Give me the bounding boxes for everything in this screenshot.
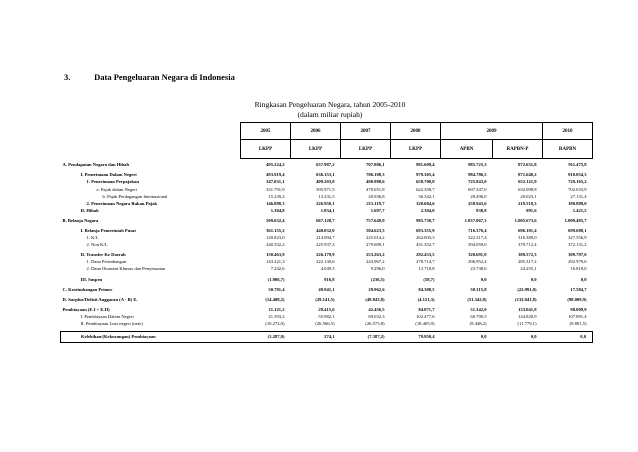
cell-value: 991,6 (526, 207, 537, 213)
cell-value: 0,0 (543, 331, 593, 342)
cell-value: 27.131,4 (570, 193, 587, 199)
cell-value: 84.308,5 (418, 286, 435, 292)
table-row (61, 259, 593, 266)
cell-value: 55.982,1 (318, 313, 335, 319)
col-header: LKPP (341, 140, 391, 159)
row-label: C. Keseimbangan Primer (62, 286, 113, 292)
cell-value: 144.820,9 (518, 313, 537, 319)
row-label: II. Hibah (80, 207, 99, 213)
row-label: 1. K/L (86, 235, 99, 241)
cell-value: (11.779,1) (517, 321, 537, 327)
cell-value: 652.121,9 (518, 179, 537, 185)
cell-value: (51.342,0) (467, 296, 487, 302)
cell-value: 309.797,6 (568, 252, 587, 258)
cell-value: (1.986,7) (267, 276, 285, 282)
cell-value: 0,0 (530, 276, 537, 282)
cell-value: 979.305,4 (416, 172, 435, 178)
cell-value: 622.358,7 (416, 186, 435, 192)
row-label: III. Suspen (80, 276, 103, 282)
cell-value: 871.640,2 (518, 172, 537, 178)
cell-value: 279.609,1 (366, 242, 385, 248)
cell-value: 50.315,8 (470, 286, 487, 292)
row-label: II. Transfer Ke Daerah (80, 252, 126, 258)
col-header: APBN (441, 140, 493, 159)
cell-value: 215.119,7 (366, 200, 385, 206)
cell-value: 725.843,0 (468, 179, 487, 185)
cell-value: 222.130,6 (316, 259, 335, 265)
cell-value: 872.631,8 (518, 162, 537, 168)
table-row (61, 228, 593, 235)
cell-value: 495.224,2 (266, 162, 285, 168)
table-row (61, 162, 593, 169)
cell-value: 372.131,2 (568, 242, 587, 248)
cell-value: 243.967,2 (366, 259, 385, 265)
cell-value: 706.108,3 (366, 172, 385, 178)
cell-value: 0,0 (441, 331, 493, 342)
cell-value: 707.806,1 (366, 162, 385, 168)
table-row (61, 307, 593, 314)
col-header: RAPBN-P (493, 140, 543, 159)
cell-value: 309.572,3 (518, 252, 537, 258)
cell-value: 347.031,1 (266, 179, 285, 185)
row-label: 1. Dana Perimbangan (86, 259, 127, 265)
row-label: I. Penerimaan Dalam Negeri (80, 172, 137, 178)
cell-value: (49.843,8) (365, 296, 385, 302)
cell-value: 21.393,2 (268, 313, 285, 319)
cell-value: 327.556,9 (568, 235, 587, 241)
cell-value: 150.463,9 (266, 252, 285, 258)
table-row (61, 331, 593, 342)
cell-value: 146.888,3 (266, 200, 285, 206)
year-2009: 2009 (441, 123, 543, 140)
expenditure-table (60, 122, 593, 343)
table-row (61, 314, 593, 321)
cell-value: 69.032,3 (368, 313, 385, 319)
cell-value: 285.317,2 (518, 259, 537, 265)
cell-value: (58,7) (423, 276, 435, 282)
table-row (61, 208, 593, 215)
cell-value: 431.352,7 (416, 242, 435, 248)
cell-value: (236,5) (371, 276, 385, 282)
cell-value: 320.604,6 (416, 200, 435, 206)
cell-value: 916,8 (324, 276, 335, 282)
table-row (61, 252, 593, 259)
cell-value: 493.919,4 (266, 172, 285, 178)
cell-value: 696.101,4 (518, 228, 537, 233)
cell-value: (4.121,3) (417, 296, 435, 302)
cell-value: 20.936,8 (368, 193, 385, 199)
cell-value: 24.255,1 (520, 266, 537, 272)
cell-value: 1.304,8 (270, 207, 285, 213)
table-row (61, 297, 593, 304)
table-row (61, 179, 593, 186)
cell-value: (9.881,5) (569, 321, 587, 327)
column-header-row (61, 140, 593, 159)
cell-value: 292.979,6 (568, 259, 587, 265)
cell-value: 693.355,9 (416, 228, 435, 233)
year-2005: 2005 (241, 123, 291, 140)
cell-value: 637.987,2 (316, 162, 335, 168)
cell-value: 1.421,5 (572, 207, 587, 213)
row-label: Kelebihan/(Kekurangan) Pembiayaan (61, 331, 241, 342)
cell-value: 225.014,2 (366, 235, 385, 241)
cell-value: 379.712,4 (518, 242, 537, 248)
cell-value: 23.738,6 (470, 266, 487, 272)
cell-value: 16.818,0 (570, 266, 587, 272)
cell-value: 17.584,7 (570, 286, 587, 292)
cell-value: 440.032,0 (316, 228, 335, 233)
table-row (61, 276, 593, 283)
row-label: I. Pembiayaan Dalam Negeri (80, 313, 134, 319)
cell-value: 36.342,1 (418, 193, 435, 199)
row-label: b. Pajak Perdagangan Internasional (102, 193, 168, 199)
cell-value: (9.448,2) (469, 321, 487, 327)
cell-value: 262.003,3 (416, 235, 435, 241)
year-header-row (61, 123, 593, 140)
col-header: LKPP (291, 140, 341, 159)
cell-value: 697.347,0 (468, 186, 487, 192)
cell-value: 133.041,8 (518, 306, 537, 312)
cell-value: 240.332,2 (266, 242, 285, 248)
row-label: 2. Penerimaan Negara Bukan Pajak (86, 200, 158, 206)
cell-value: 0,0 (480, 276, 487, 282)
cell-value: 98.009,9 (570, 306, 587, 312)
cell-value: 985.730,7 (416, 217, 435, 223)
row-label: I. Belanja Pemerintah Pusat (80, 228, 136, 233)
row-label: B. Belanja Negara (62, 217, 99, 223)
cell-value: 699.688,1 (568, 228, 587, 233)
table-row (61, 235, 593, 242)
cell-value: 143.221,3 (266, 259, 285, 265)
year-2007: 2007 (341, 123, 391, 140)
table-row (61, 286, 593, 293)
cell-value: 981.609,4 (416, 162, 435, 168)
cell-value: (22.991,0) (517, 286, 537, 292)
cell-value: 4.049,3 (320, 266, 335, 272)
cell-value: 394.059,0 (468, 242, 487, 248)
cell-value: 409.203,0 (316, 179, 335, 185)
cell-value: (98.009,9) (567, 296, 587, 302)
cell-value: 253.263,2 (366, 252, 385, 258)
cell-value: 320.691,0 (468, 252, 487, 258)
table-row (61, 321, 593, 328)
cell-value: 1.697,7 (370, 207, 385, 213)
row-label: A. Pendapatan Negara dan Hibah (62, 162, 129, 168)
cell-value: 29.962,6 (368, 286, 385, 292)
row-label: D. Surplus/Defisit Anggaran (A - B) E. (62, 296, 138, 302)
cell-value: 9.296,0 (370, 266, 385, 272)
section-heading (64, 72, 235, 82)
cell-value: (133.041,8) (515, 296, 537, 302)
row-label: a. Pajak dalam Negeri (96, 186, 138, 192)
cell-value: 667.128,7 (316, 217, 335, 223)
cell-value: 42.456,5 (368, 306, 385, 312)
cell-value: 15.239,2 (268, 193, 285, 199)
cell-value: 509.632,4 (266, 217, 285, 223)
cell-value: (7.387,2) (341, 331, 391, 342)
cell-value: 79.950,4 (391, 331, 441, 342)
cell-value: 51.342,0 (470, 306, 487, 312)
cell-value: 1.009.485,7 (564, 217, 587, 223)
cell-value: 120.823,0 (266, 235, 285, 241)
table-unit: (dalam miliar rupiah) (297, 110, 363, 119)
cell-value: 102.477,6 (416, 313, 435, 319)
row-label: II. Pembiayaan Luar negeri (neto) (80, 321, 143, 327)
cell-value: 292.433,5 (416, 252, 435, 258)
cell-value: (26.566,5) (315, 321, 335, 327)
cell-value: (18.405,9) (415, 321, 435, 327)
cell-value: 180.889,0 (568, 200, 587, 206)
row-label: 1. Penerimaan Perpajakan (86, 179, 139, 185)
cell-value: 49.941,1 (318, 286, 335, 292)
table-row (61, 193, 593, 200)
cell-value: 331.791,9 (266, 186, 285, 192)
cell-value: 0,0 (580, 276, 587, 282)
cell-value: 226.950,1 (316, 200, 335, 206)
cell-value: 13.231,5 (318, 193, 335, 199)
cell-value: 0,0 (493, 331, 543, 342)
cell-value: (26.575,8) (365, 321, 385, 327)
year-2008: 2008 (391, 123, 441, 140)
cell-value: 50.791,4 (268, 286, 285, 292)
row-label: 2. Non K/L (86, 242, 108, 248)
cell-value: 258.943,6 (468, 200, 487, 206)
cell-value: 7.242,6 (270, 266, 285, 272)
cell-value: 219.518,3 (518, 200, 537, 206)
section-number: 3. (64, 72, 71, 82)
cell-value: (10.272,0) (265, 321, 285, 327)
cell-value: 1.834,1 (320, 207, 335, 213)
cell-value: 716.376,4 (468, 228, 487, 233)
cell-value: 274,1 (291, 331, 341, 342)
cell-value: (29.141,5) (315, 296, 335, 302)
cell-value: 60.790,5 (470, 313, 487, 319)
cell-value: 984.786,5 (468, 172, 487, 178)
cell-value: (3.287,0) (241, 331, 291, 342)
cell-value: 13.718,8 (418, 266, 435, 272)
cell-value: 470.051,8 (366, 186, 385, 192)
cell-value: 361.155,2 (266, 228, 285, 233)
cell-value: 636.153,1 (316, 172, 335, 178)
cell-value: 910.054,3 (568, 172, 587, 178)
cell-value: 225.937,3 (316, 242, 335, 248)
cell-value: 2.304,0 (420, 207, 435, 213)
cell-value: 107.891,4 (568, 313, 587, 319)
table-row (61, 200, 593, 207)
cell-value: 632.098,8 (518, 186, 537, 192)
cell-value: 28.496,0 (470, 193, 487, 199)
year-2010: 2010 (543, 123, 593, 140)
section-title: Data Pengeluaran Negara di Indonesia (94, 72, 235, 82)
row-label: Pembiayaan (E.I + E.II) (62, 306, 110, 312)
cell-value: 490.988,6 (366, 179, 385, 185)
cell-value: 985.725,3 (468, 162, 487, 168)
cell-value: 278.714,7 (416, 259, 435, 265)
table-row (61, 266, 593, 273)
cell-value: 226.179,9 (316, 252, 335, 258)
col-header: LKPP (391, 140, 441, 159)
cell-value: 658.700,8 (416, 179, 435, 185)
table-row (61, 242, 593, 249)
table-row (61, 186, 593, 193)
cell-value: 757.649,9 (366, 217, 385, 223)
col-header: RAPBN (543, 140, 593, 159)
cell-value: 29.415,6 (318, 306, 335, 312)
cell-value: 504.623,3 (366, 228, 385, 233)
row-label: 2. Dana Otonomi Khusus dan Penyesuaian (86, 266, 166, 272)
cell-value: 322.317,4 (468, 235, 487, 241)
cell-value: 84.071,7 (418, 306, 435, 312)
cell-value: 395.971,5 (316, 186, 335, 192)
table-caption: Ringkasan Pengeluaran Negara, tahun 2005-2010 (254, 100, 406, 109)
year-2006: 2006 (291, 123, 341, 140)
cell-value: 296.952,4 (468, 259, 487, 265)
cell-value: 911.475,8 (568, 162, 587, 168)
table-row (61, 218, 593, 225)
cell-value: 702.033,9 (568, 186, 587, 192)
cell-value: 20.023,1 (520, 193, 537, 199)
cell-value: (14.408,2) (265, 296, 285, 302)
cell-value: 729.165,2 (568, 179, 587, 185)
cell-value: 214.094,7 (316, 235, 335, 241)
cell-value: 11.121,2 (268, 306, 285, 312)
cell-value: 938,8 (476, 207, 487, 213)
cell-value: 1.037.067,3 (464, 217, 487, 223)
table-row (61, 172, 593, 179)
cell-value: 1.005.673,6 (514, 217, 537, 223)
col-header: LKPP (241, 140, 291, 159)
cell-value: 316.389,0 (518, 235, 537, 241)
